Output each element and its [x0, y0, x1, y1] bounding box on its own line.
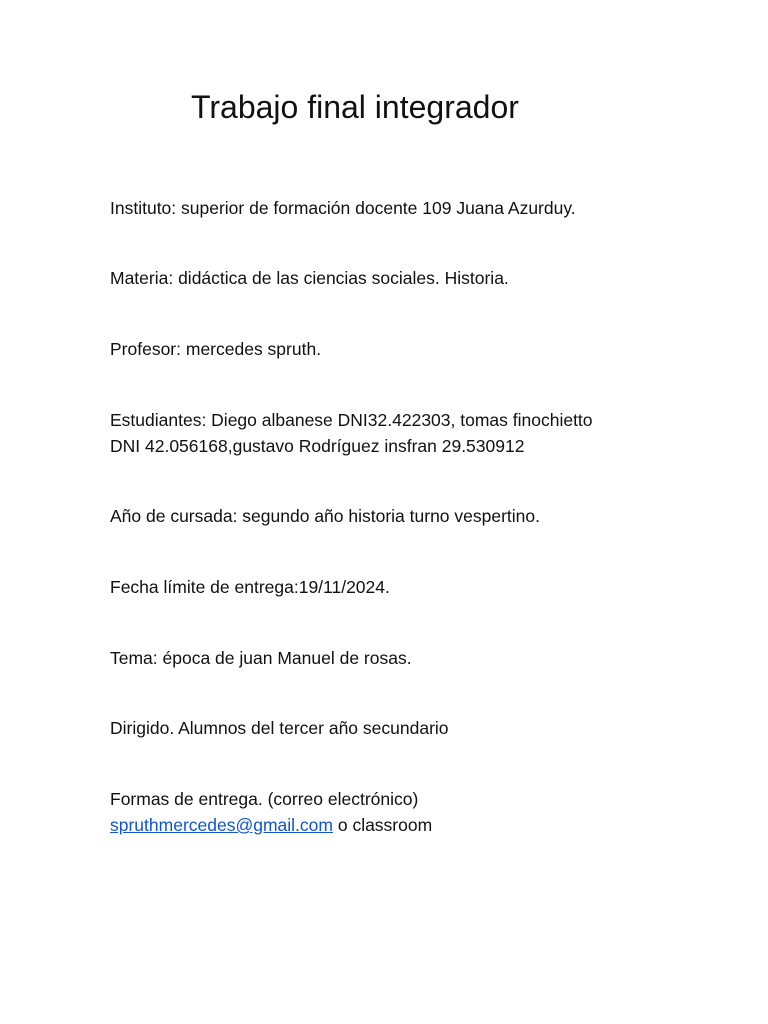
instituto-line: Instituto: superior de formación docente 109 Juana Azurduy. — [110, 198, 576, 218]
formas-entrega-line-2 — [110, 812, 432, 838]
materia-line: Materia: didáctica de las ciencias sociales. Historia. — [110, 268, 509, 288]
formas-entrega-suffix: o classroom — [332, 815, 433, 835]
fecha-limite-line: Fecha límite de entrega:19/11/2024. — [110, 577, 390, 597]
anio-cursada-line: Año de cursada: segundo año historia turno vespertino. — [110, 506, 541, 526]
estudiantes-line-1: Estudiantes: Diego albanese DNI32.422303, tomas finochietto — [110, 410, 593, 430]
profesor-line: Profesor: mercedes spruth. — [110, 339, 322, 359]
tema-line: Tema: época de juan Manuel de rosas. — [110, 648, 412, 668]
email-link[interactable]: spruthmercedes@gmail.com — [110, 815, 333, 835]
document-title: Trabajo final integrador — [191, 89, 519, 125]
estudiantes-line-2: DNI 42.056168,gustavo Rodríguez insfran 29.530912 — [110, 436, 525, 456]
formas-entrega-line-1: Formas de entrega. (correo electrónico) — [110, 789, 419, 809]
dirigido-line: Dirigido. Alumnos del tercer año secundario — [110, 718, 449, 738]
